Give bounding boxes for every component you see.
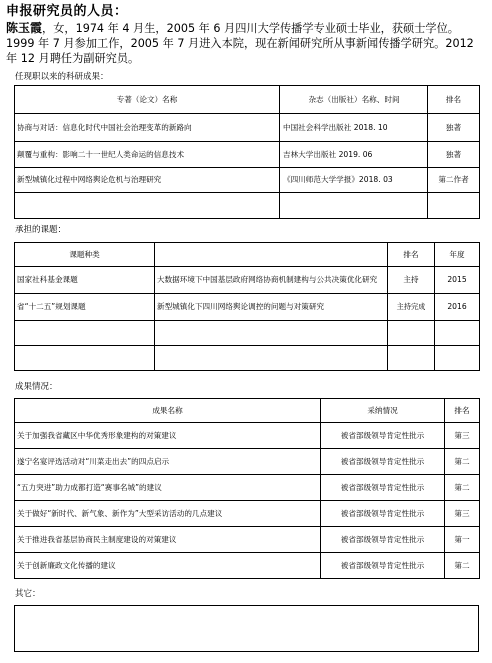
result-adoption: 被省部级领导肯定性批示 bbox=[321, 553, 445, 579]
project-type bbox=[15, 321, 155, 346]
publications-label: 任现职以来的科研成果： bbox=[15, 72, 109, 82]
project-rank bbox=[388, 321, 435, 346]
project-name bbox=[155, 346, 388, 371]
result-adoption: 被省部级领导肯定性批示 bbox=[321, 527, 445, 553]
table-row bbox=[15, 193, 480, 219]
publication-publisher: 吉林大学出版社 2019. 06 bbox=[280, 142, 428, 168]
table-header-row bbox=[15, 86, 480, 114]
result-name: 遂宁名宴评选活动对“川菜走出去”的四点启示 bbox=[15, 449, 321, 475]
header-cell: 采纳情况 bbox=[321, 399, 445, 423]
table-row bbox=[15, 423, 480, 449]
project-name: 新型城镇化下四川网络舆论调控的问题与对策研究 bbox=[155, 294, 388, 321]
project-rank bbox=[388, 346, 435, 371]
project-rank: 主持 bbox=[388, 267, 435, 294]
publication-rank: 独著 bbox=[428, 114, 480, 142]
result-rank: 第二 bbox=[445, 449, 480, 475]
result-name: 关于加强我省藏区中华优秀形象建构的对策建议 bbox=[15, 423, 321, 449]
projects-label: 承担的课题： bbox=[15, 225, 67, 235]
header-cell: 专著（论文）名称 bbox=[15, 86, 280, 114]
header-cell: 成果名称 bbox=[15, 399, 321, 423]
project-name bbox=[155, 321, 388, 346]
table-row bbox=[15, 346, 480, 371]
results-table bbox=[14, 398, 480, 579]
results-label: 成果情况： bbox=[15, 382, 58, 392]
applicant-header bbox=[6, 3, 486, 66]
publications-table bbox=[14, 85, 480, 219]
publication-title: 新型城镇化过程中网络舆论危机与治理研究 bbox=[15, 168, 280, 193]
applicant-bio bbox=[6, 21, 486, 66]
table-row bbox=[15, 142, 480, 168]
table-header-row bbox=[15, 243, 480, 267]
publication-title: 颠覆与重构：影响二十一世纪人类命运的信息技术 bbox=[15, 142, 280, 168]
projects-table bbox=[14, 242, 480, 371]
table-row bbox=[15, 321, 480, 346]
table-row bbox=[15, 449, 480, 475]
result-rank: 第三 bbox=[445, 423, 480, 449]
result-name: 关于做好“新时代、新气象、新作为”大型采访活动的几点建议 bbox=[15, 501, 321, 527]
header-cell: 年度 bbox=[435, 243, 480, 267]
header-cell: 排名 bbox=[445, 399, 480, 423]
publication-title: 协商与对话：信息化时代中国社会治理变革的新路向 bbox=[15, 114, 280, 142]
project-year bbox=[435, 321, 480, 346]
publication-publisher bbox=[280, 193, 428, 219]
table-row bbox=[15, 553, 480, 579]
table-row bbox=[15, 168, 480, 193]
result-adoption: 被省部级领导肯定性批示 bbox=[321, 449, 445, 475]
project-name: 大数据环境下中国基层政府网络协商机制建构与公共决策优化研究 bbox=[155, 267, 388, 294]
result-rank: 第二 bbox=[445, 553, 480, 579]
header-cell: 杂志（出版社）名称、时间 bbox=[280, 86, 428, 114]
table-row bbox=[15, 475, 480, 501]
result-name: 关于推进我省基层协商民主制度建设的对策建议 bbox=[15, 527, 321, 553]
table-row bbox=[15, 267, 480, 294]
project-year: 2016 bbox=[435, 294, 480, 321]
publication-rank bbox=[428, 193, 480, 219]
project-rank: 主持完成 bbox=[388, 294, 435, 321]
section-title: 申报研究员的人员： bbox=[6, 4, 128, 19]
applicant-name: 陈玉霞 bbox=[6, 21, 43, 35]
table-header-row bbox=[15, 399, 480, 423]
header-cell: 课题种类 bbox=[15, 243, 155, 267]
project-type: 国家社科基金课题 bbox=[15, 267, 155, 294]
project-year: 2015 bbox=[435, 267, 480, 294]
result-adoption: 被省部级领导肯定性批示 bbox=[321, 501, 445, 527]
header-cell: 排名 bbox=[388, 243, 435, 267]
table-row bbox=[15, 527, 480, 553]
project-type bbox=[15, 346, 155, 371]
publication-title bbox=[15, 193, 280, 219]
publication-publisher: 中国社会科学出版社 2018. 10 bbox=[280, 114, 428, 142]
project-type: 省“十二五”规划课题 bbox=[15, 294, 155, 321]
result-name: “五力突进”助力成都打造“赛事名城”的建议 bbox=[15, 475, 321, 501]
table-row bbox=[15, 501, 480, 527]
result-rank: 第一 bbox=[445, 527, 480, 553]
project-year bbox=[435, 346, 480, 371]
header-cell: 排名 bbox=[428, 86, 480, 114]
publication-publisher: 《四川师范大学学报》2018. 03 bbox=[280, 168, 428, 193]
result-rank: 第三 bbox=[445, 501, 480, 527]
result-adoption: 被省部级领导肯定性批示 bbox=[321, 475, 445, 501]
table-row bbox=[15, 294, 480, 321]
result-name: 关于创新廉政文化传播的建议 bbox=[15, 553, 321, 579]
result-rank: 第二 bbox=[445, 475, 480, 501]
bio-text: ，女，1974 年 4 月生，2005 年 6 月四川大学传播学专业硕士毕业，获硕士学位。1999 年 7 月参加工作，2005 年 7 月进入本院，现在新闻研究所从事新闻传播学研究。2012 年 12 月聘任为副研究员。 bbox=[6, 22, 474, 65]
header-cell bbox=[155, 243, 388, 267]
publication-rank: 第二作者 bbox=[428, 168, 480, 193]
other-box bbox=[14, 605, 479, 652]
result-adoption: 被省部级领导肯定性批示 bbox=[321, 423, 445, 449]
table-row bbox=[15, 114, 480, 142]
publication-rank: 独著 bbox=[428, 142, 480, 168]
other-label: 其它： bbox=[15, 589, 41, 599]
